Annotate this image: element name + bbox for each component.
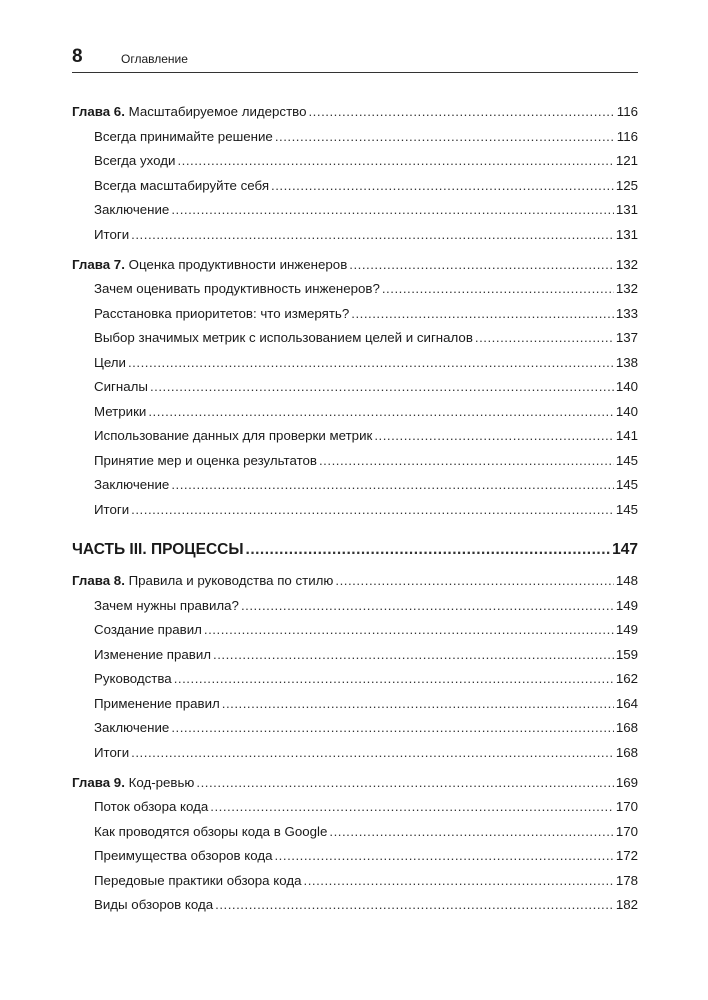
dot-leader (196, 771, 613, 796)
entry-title: Итоги (94, 501, 130, 517)
dot-leader (329, 820, 613, 845)
chapter-number: Глава 6. (72, 104, 125, 119)
entry-page-number: 164 (615, 695, 638, 711)
table-of-contents (72, 100, 638, 918)
dot-leader (335, 569, 613, 594)
entry-page-number: 116 (616, 104, 638, 119)
dot-leader (274, 844, 613, 869)
dot-leader (304, 869, 614, 894)
toc-section-entry (72, 326, 638, 351)
entry-page-number: 145 (615, 452, 638, 468)
toc-section-entry (72, 594, 638, 619)
dot-leader (171, 473, 613, 498)
entry-page-number: 172 (615, 848, 638, 863)
dot-leader (131, 498, 614, 523)
entry-page-number: 132 (615, 281, 638, 296)
entry-page-number: 125 (615, 177, 638, 193)
entry-title: Оценка продуктивности инженеров (128, 256, 348, 272)
dot-leader (131, 741, 614, 766)
entry-page-number: 170 (615, 799, 638, 814)
entry-title: Передовые практики обзора кода (94, 872, 302, 888)
dot-leader (349, 253, 614, 278)
dot-leader (171, 198, 613, 223)
dot-leader (271, 174, 614, 199)
entry-page-number: 121 (615, 153, 638, 168)
entry-title: Как проводятся обзоры кода в Google (94, 823, 328, 839)
toc-chapter-entry (72, 253, 638, 278)
dot-leader (275, 125, 614, 150)
entry-page-number: 178 (615, 872, 638, 888)
toc-part-entry (72, 537, 638, 563)
chapter-number: Глава 9. (72, 774, 125, 790)
entry-title: Заключение (94, 720, 170, 735)
entry-page-number: 133 (615, 305, 638, 321)
entry-title: Код-ревью (128, 774, 195, 790)
toc-section-entry (72, 375, 638, 400)
toc-section-entry (72, 869, 638, 894)
dot-leader (241, 594, 614, 619)
toc-section-entry (72, 473, 638, 498)
toc-section-entry (72, 174, 638, 199)
toc-section-entry (72, 125, 638, 150)
toc-section-entry (72, 198, 638, 223)
entry-title: Руководства (94, 671, 172, 686)
toc-section-entry (72, 223, 638, 248)
entry-title: Всегда принимайте решение (94, 128, 273, 144)
entry-page-number: 116 (616, 128, 638, 144)
dot-leader (215, 893, 614, 918)
toc-section-entry (72, 351, 638, 376)
toc-section-entry (72, 692, 638, 717)
entry-page-number: 182 (615, 897, 638, 912)
entry-title: Масштабируемое лидерство (128, 104, 307, 119)
page-number: 8 (72, 46, 83, 67)
dot-leader (382, 277, 614, 302)
entry-page-number: 159 (615, 646, 638, 662)
toc-section-entry (72, 820, 638, 845)
entry-title: Зачем оценивать продуктивность инженеров? (94, 281, 380, 296)
entry-title: Заключение (94, 477, 170, 492)
entry-page-number: 140 (615, 379, 638, 394)
entry-title: Всегда уходи (94, 153, 176, 168)
entry-title: Правила и руководства по стилю (128, 573, 334, 588)
dot-leader (150, 375, 614, 400)
entry-title: Создание правил (94, 622, 202, 637)
entry-page-number: 168 (615, 744, 638, 760)
entry-page-number: 170 (615, 823, 638, 839)
toc-section-entry (72, 618, 638, 643)
dot-leader (177, 149, 613, 174)
entry-title: Использование данных для проверки метрик (94, 428, 373, 443)
entry-title: Изменение правил (94, 646, 212, 662)
entry-title: Применение правил (94, 695, 220, 711)
toc-section-entry (72, 893, 638, 918)
entry-page-number: 162 (615, 671, 638, 686)
dot-leader (475, 326, 614, 351)
chapter-number: Глава 8. (72, 573, 125, 588)
entry-page-number: 168 (615, 720, 638, 735)
toc-section-entry (72, 449, 638, 474)
entry-page-number: 141 (615, 428, 638, 443)
entry-page-number: 140 (615, 403, 638, 419)
toc-section-entry (72, 844, 638, 869)
running-title: Оглавление (121, 52, 188, 66)
toc-section-entry (72, 716, 638, 741)
entry-title: Преимущества обзоров кода (94, 848, 273, 863)
entry-page-number: 131 (615, 226, 638, 242)
entry-title: Виды обзоров кода (94, 897, 214, 912)
entry-title: Цели (94, 354, 126, 370)
dot-leader (131, 223, 614, 248)
entry-title: Зачем нужны правила? (94, 597, 239, 613)
dot-leader (204, 618, 614, 643)
entry-page-number: 148 (615, 573, 638, 588)
entry-title: Заключение (94, 202, 170, 217)
entry-page-number: 131 (615, 202, 638, 217)
dot-leader (222, 692, 614, 717)
toc-section-entry (72, 667, 638, 692)
entry-page-number: 138 (615, 354, 638, 370)
entry-title: Итоги (94, 744, 130, 760)
entry-title: Всегда масштабируйте себя (94, 177, 270, 193)
dot-leader (148, 400, 613, 425)
entry-page-number: 169 (615, 774, 638, 790)
entry-title: Поток обзора кода (94, 799, 209, 814)
entry-title: ЧАСТЬ III. ПРОЦЕССЫ (72, 541, 244, 558)
page-header (72, 46, 638, 73)
entry-title: Итоги (94, 226, 130, 242)
toc-section-entry (72, 741, 638, 766)
dot-leader (213, 643, 614, 668)
dot-leader (246, 537, 611, 563)
dot-leader (128, 351, 614, 376)
toc-section-entry (72, 643, 638, 668)
entry-page-number: 132 (615, 256, 638, 272)
dot-leader (171, 716, 613, 741)
toc-chapter-entry (72, 100, 638, 125)
entry-title: Принятие мер и оценка результатов (94, 452, 317, 468)
dot-leader (351, 302, 614, 327)
toc-section-entry (72, 149, 638, 174)
entry-title: Метрики (94, 403, 147, 419)
toc-section-entry (72, 400, 638, 425)
toc-section-entry (72, 424, 638, 449)
entry-page-number: 147 (612, 541, 638, 558)
toc-chapter-entry (72, 771, 638, 796)
entry-page-number: 145 (615, 477, 638, 492)
toc-section-entry (72, 277, 638, 302)
entry-title: Сигналы (94, 379, 148, 394)
toc-section-entry (72, 498, 638, 523)
dot-leader (210, 795, 614, 820)
dot-leader (374, 424, 613, 449)
entry-page-number: 137 (615, 330, 638, 345)
entry-page-number: 145 (615, 501, 638, 517)
toc-section-entry (72, 795, 638, 820)
chapter-number: Глава 7. (72, 256, 125, 272)
toc-chapter-entry (72, 569, 638, 594)
entry-page-number: 149 (615, 597, 638, 613)
entry-page-number: 149 (615, 622, 638, 637)
dot-leader (174, 667, 614, 692)
toc-section-entry (72, 302, 638, 327)
entry-title: Расстановка приоритетов: что измерять? (94, 305, 350, 321)
dot-leader (308, 100, 614, 125)
entry-title: Выбор значимых метрик с использованием целей и сигналов (94, 330, 473, 345)
dot-leader (319, 449, 614, 474)
